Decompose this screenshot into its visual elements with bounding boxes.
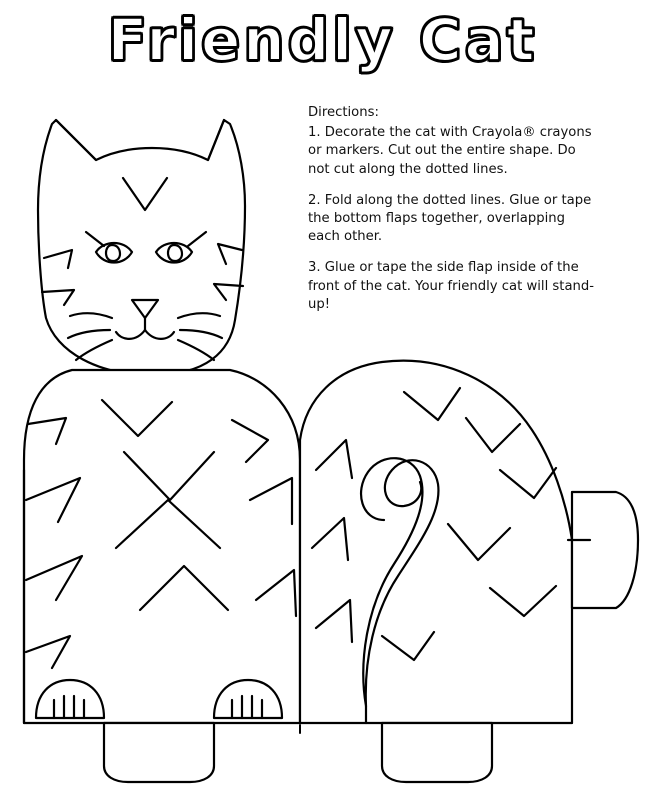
- bottom-flap-right: [382, 723, 492, 782]
- directions-step-1: 1. Decorate the cat with Crayola® crayons or markers. Cut out the entire shape. Do not cut along the dotted lines.: [308, 125, 592, 177]
- directions-step-2: 2. Fold along the dotted lines. Glue or tape the bottom flaps together, overlapping each other.: [308, 192, 592, 245]
- cat-side-flap: [572, 492, 638, 608]
- directions-step-3: 3. Glue or tape the side flap inside of the front of the cat. Your friendly cat will stand-up!: [308, 260, 595, 312]
- cat-body-outline: [24, 370, 300, 723]
- bottom-flap-left: [104, 723, 214, 782]
- page-title: Friendly Cat: [107, 6, 538, 74]
- directions-heading: Directions:: [308, 105, 379, 120]
- cat-side-panel-outline: [300, 361, 572, 723]
